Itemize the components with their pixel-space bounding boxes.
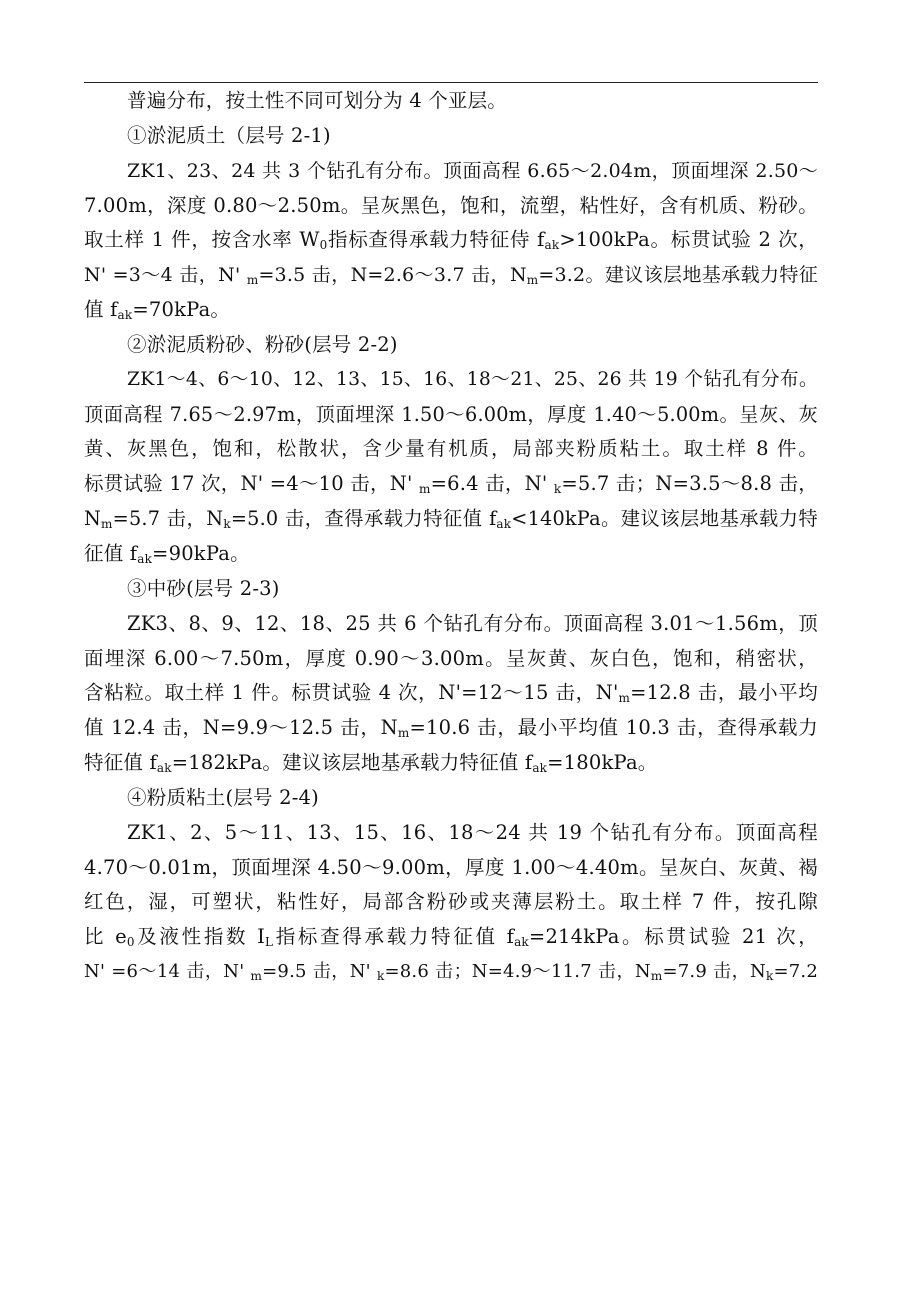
- section-heading-2-1: ①淤泥质土（层号 2-1): [127, 123, 331, 147]
- text-line: ZK1、23、24 共 3 个钻孔有分布。顶面高程 6.65～2.04m，顶面埋深 2.50～: [127, 159, 818, 182]
- text-line: 黄、灰黑色，饱和，松散状，含少量有机质，局部夹粉质粘土。取土样 8 件。: [84, 437, 818, 461]
- text-line: $N_m=5.7$ 击，$N_k=5.0$ 击，查得承载力特征值 $f_{ak}<140kPa$。建议该层地基承载力特: [84, 507, 818, 532]
- header-rule: [84, 82, 818, 83]
- text-line: 普遍分布，按土性不同可划分为 4 个亚层。: [127, 89, 508, 112]
- section-heading-2-2: ②淤泥质粉砂、粉砂(层号 2-2): [127, 332, 398, 356]
- text-line: 值 $f_{ak}=70kPa$。: [84, 298, 231, 323]
- text-line: 比 $e_0$及液性指数 $I_L$指标查得承载力特征值 $f_{ak}=214kPa$。标贯试验 21 次，: [84, 925, 818, 950]
- text-line: 7.00m，深度 0.80～2.50m。呈灰黑色，饱和，流塑，粘性好，含有机质、粉砂。: [84, 193, 818, 217]
- text-line: 征值 $f_{ak}=90kPa$。: [84, 541, 250, 566]
- text-line: 值 12.4 击，N=9.9～12.5 击，$N_m=10.6$ 击，最小平均值 10.3 击，查得承载力: [84, 716, 818, 741]
- text-line: 红色，湿，可塑状，粘性好，局部含粉砂或夹薄层粉土。取土样 7 件，按孔隙: [84, 890, 818, 914]
- text-line: N' =3～4 击，N' $_m$=3.5 击，N=2.6～3.7 击，$N_m=3.2$。建议该层地基承载力特征: [84, 264, 818, 288]
- text-line: 特征值 $f_{ak}=182kPa$。建议该层地基承载力特征值 $f_{ak}=180kPa$。: [84, 751, 658, 776]
- section-heading-2-3: ③中砂(层号 2-3): [127, 576, 280, 600]
- text-line: ZK1、2、5～11、13、15、16、18～24 共 19 个钻孔有分布。顶面高程: [127, 820, 818, 844]
- text-line: N' =6～14 击，N' $_m$=9.5 击，N' $_k$=8.6 击；N=4.9～11.7 击，$N_m=7.9$ 击，$N_k=7.2$: [84, 961, 818, 984]
- text-line: 标贯试验 17 次，N' =4～10 击，N' $_m$=6.4 击，N' $_k$=5.7 击；N=3.5～8.8 击，: [84, 472, 818, 497]
- text-line: ZK3、8、9、12、18、25 共 6 个钻孔有分布。顶面高程 3.01～1.56m，顶: [127, 611, 818, 635]
- text-line: 取土样 1 件，按含水率 $W_0$指标查得承载力特征侍 $f_{ak}>100kPa$。标贯试验 2 次，: [84, 228, 818, 253]
- text-line: 4.70～0.01m，顶面埋深 4.50～9.00m，厚度 1.00～4.40m。呈灰白、灰黄、褐: [84, 855, 818, 879]
- text-line: 面埋深 6.00～7.50m，厚度 0.90～3.00m。呈灰黄、灰白色，饱和，稍密状，: [84, 646, 818, 670]
- document-body: [84, 84, 818, 990]
- text-line: 含粘粒。取土样 1 件。标贯试验 4 次，N'=12～15 击，$N'_m=12.8$ 击，最小平均: [84, 681, 819, 706]
- text-line: 顶面高程 7.65～2.97m，顶面埋深 1.50～6.00m，厚度 1.40～5.00m。呈灰、灰: [84, 402, 818, 426]
- text-line: ZK1～4、6～10、12、13、15、16、18～21、25、26 共 19 个钻孔有分布。: [127, 368, 818, 390]
- section-heading-2-4: ④粉质粘土(层号 2-4): [127, 785, 319, 809]
